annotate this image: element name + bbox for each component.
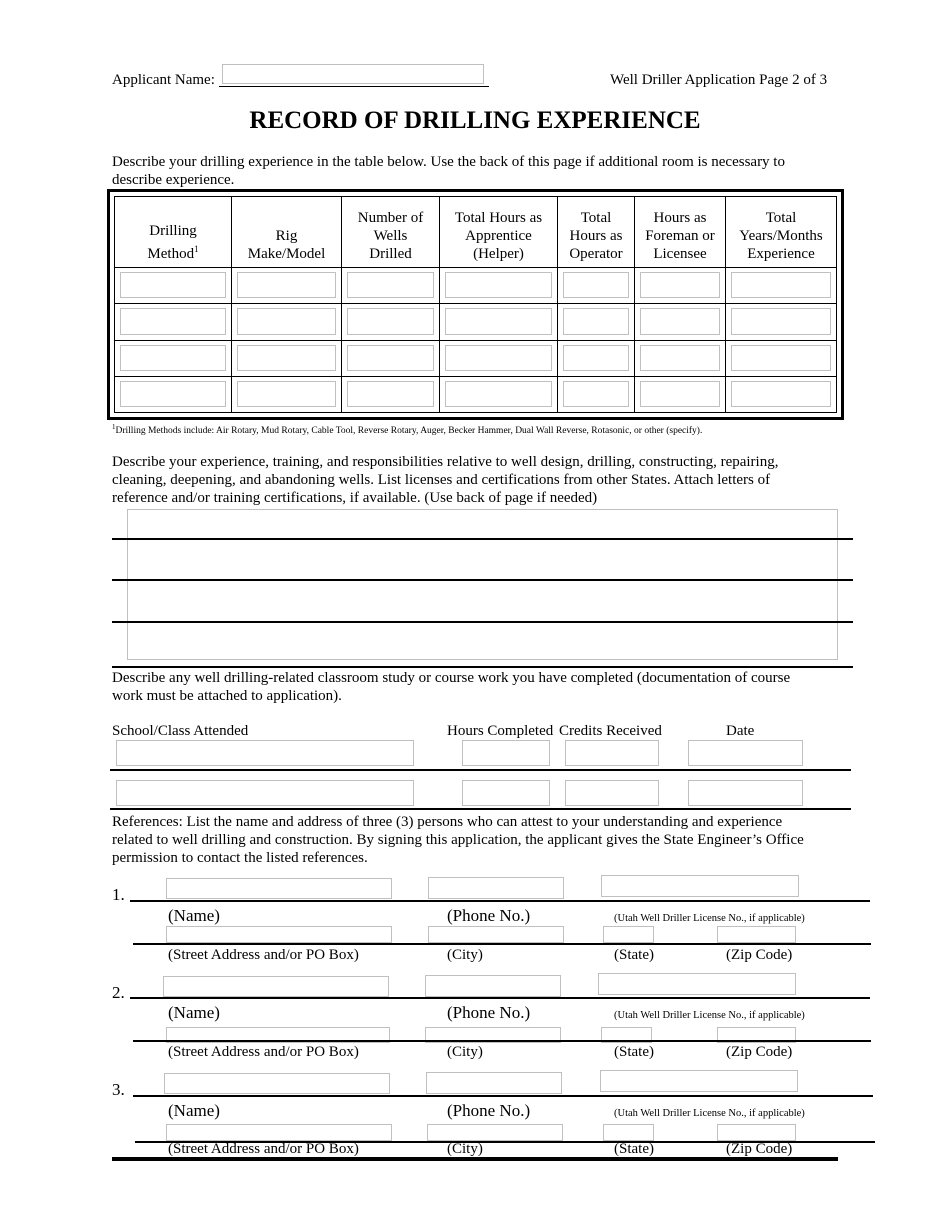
drilling-method-input[interactable] <box>120 272 226 298</box>
reference-line <box>130 900 870 902</box>
foreman-hours-input[interactable] <box>640 345 720 371</box>
foreman-hours-input[interactable] <box>640 308 720 334</box>
license-label: (Utah Well Driller License No., if applicable) <box>614 913 805 924</box>
total-experience-input[interactable] <box>731 272 831 298</box>
experience-table <box>107 189 844 420</box>
experience-cell <box>558 340 635 376</box>
apprentice-hours-input[interactable] <box>445 345 552 371</box>
reference-address-input[interactable] <box>166 926 392 943</box>
state-label: (State) <box>614 947 654 963</box>
date-input[interactable] <box>688 740 803 766</box>
experience-row <box>115 376 837 412</box>
hours-column-label: Hours Completed <box>447 723 554 739</box>
coursework-description-text: Describe any well drilling-related classroom study or course work you have completed (documentation of course work must be attached to application). <box>112 670 791 704</box>
page-title: RECORD OF DRILLING EXPERIENCE <box>249 107 701 134</box>
reference-license-input[interactable] <box>601 875 799 897</box>
reference-city-input[interactable] <box>428 926 564 943</box>
drilling-method-input[interactable] <box>120 381 226 407</box>
wells-drilled-input[interactable] <box>347 272 434 298</box>
credits-input[interactable] <box>565 780 659 806</box>
address-label: (Street Address and/or PO Box) <box>168 1141 359 1157</box>
intro-text: Describe your drilling experience in the table below. Use the back of this page if additional room is necessary to describe experience. <box>112 154 785 188</box>
experience-cell <box>115 376 232 412</box>
reference-zip-input[interactable] <box>717 1124 796 1141</box>
experience-cell <box>635 376 726 412</box>
rig-model-input[interactable] <box>237 272 336 298</box>
date-column-label: Date <box>726 723 755 739</box>
experience-description-textarea[interactable] <box>127 509 838 660</box>
city-label: (City) <box>447 1044 483 1060</box>
foreman-hours-input[interactable] <box>640 381 720 407</box>
experience-cell <box>558 376 635 412</box>
phone-label: (Phone No.) <box>447 906 531 925</box>
wells-drilled-header: Number of Wells Drilled <box>342 197 440 268</box>
experience-row <box>115 340 837 376</box>
training-description-text: Describe your experience, training, and responsibilities relative to well design, drilling, constructing, repairing, cleaning, deepening, and abandoning wells. List licenses and certifications from other States. Attach letters of reference and/or training certifications, if available. (Use back of page if needed) <box>112 454 779 506</box>
experience-cell <box>726 376 837 412</box>
state-label: (State) <box>614 1044 654 1060</box>
reference-number: 3. <box>112 1080 125 1099</box>
reference-license-input[interactable] <box>600 1070 798 1092</box>
experience-cell <box>635 304 726 340</box>
total-experience-input[interactable] <box>731 308 831 334</box>
credits-input[interactable] <box>565 740 659 766</box>
experience-cell <box>342 376 440 412</box>
operator-hours-input[interactable] <box>563 272 629 298</box>
hours-input[interactable] <box>462 740 550 766</box>
writing-line <box>112 579 853 581</box>
address-label: (Street Address and/or PO Box) <box>168 1044 359 1060</box>
total-experience-input[interactable] <box>731 381 831 407</box>
zip-label: (Zip Code) <box>726 1141 793 1157</box>
date-input[interactable] <box>688 780 803 806</box>
experience-cell <box>342 268 440 304</box>
operator-hours-input[interactable] <box>563 308 629 334</box>
hours-input[interactable] <box>462 780 550 806</box>
experience-cell <box>232 304 342 340</box>
school-input[interactable] <box>116 780 414 806</box>
license-label: (Utah Well Driller License No., if applicable) <box>614 1108 805 1119</box>
experience-cell <box>232 340 342 376</box>
reference-name-input[interactable] <box>166 878 392 899</box>
apprentice-hours-input[interactable] <box>445 308 552 334</box>
drilling-method-input[interactable] <box>120 308 226 334</box>
rig-model-input[interactable] <box>237 381 336 407</box>
experience-cell <box>440 268 558 304</box>
city-label: (City) <box>447 947 483 963</box>
zip-label: (Zip Code) <box>726 947 793 963</box>
reference-name-input[interactable] <box>163 976 389 997</box>
applicant-name-input[interactable] <box>222 64 484 84</box>
foreman-hours-header: Hours as Foreman or Licensee <box>635 197 726 268</box>
rig-make-model-header: Rig Make/Model <box>232 197 342 268</box>
reference-state-input[interactable] <box>603 926 654 943</box>
reference-number: 1. <box>112 885 125 904</box>
writing-line <box>112 621 853 623</box>
credits-column-label: Credits Received <box>559 723 662 739</box>
experience-cell <box>635 268 726 304</box>
rig-model-input[interactable] <box>237 345 336 371</box>
experience-header-row <box>115 197 837 268</box>
experience-cell <box>342 340 440 376</box>
wells-drilled-input[interactable] <box>347 381 434 407</box>
phone-label: (Phone No.) <box>447 1003 531 1022</box>
school-column-label: School/Class Attended <box>112 723 249 739</box>
apprentice-hours-header: Total Hours as Apprentice (Helper) <box>440 197 558 268</box>
experience-cell <box>115 304 232 340</box>
experience-cell <box>440 376 558 412</box>
zip-label: (Zip Code) <box>726 1044 793 1060</box>
apprentice-hours-input[interactable] <box>445 272 552 298</box>
apprentice-hours-input[interactable] <box>445 381 552 407</box>
page-info: Well Driller Application Page 2 of 3 <box>610 72 828 88</box>
course-row-line <box>110 808 851 810</box>
name-label: (Name) <box>168 1003 220 1022</box>
reference-line <box>133 1095 873 1097</box>
experience-cell <box>726 268 837 304</box>
applicant-name-label: Applicant Name: <box>112 72 215 88</box>
wells-drilled-input[interactable] <box>347 345 434 371</box>
experience-cell <box>232 376 342 412</box>
name-label: (Name) <box>168 906 220 925</box>
reference-phone-input[interactable] <box>428 877 564 899</box>
drilling-methods-footnote: $^1$Drilling Methods include: Air Rotary, Mud Rotary, Cable Tool, Reverse Rotary, Auger, Becker Hammer, Dual Wall Reverse, Rotasonic, or other (specify). <box>112 423 703 437</box>
reference-phone-input[interactable] <box>425 975 561 997</box>
reference-city-input[interactable] <box>427 1124 563 1141</box>
reference-address-input[interactable] <box>166 1124 392 1141</box>
writing-line <box>112 666 853 668</box>
reference-phone-input[interactable] <box>426 1072 562 1094</box>
reference-license-input[interactable] <box>598 973 796 995</box>
experience-cell <box>115 340 232 376</box>
experience-cell <box>726 304 837 340</box>
experience-cell <box>440 340 558 376</box>
reference-state-input[interactable] <box>603 1124 654 1141</box>
experience-cell <box>635 340 726 376</box>
total-experience-input[interactable] <box>731 345 831 371</box>
address-label: (Street Address and/or PO Box) <box>168 947 359 963</box>
references-description-text: References: List the name and address of three (3) persons who can attest to your understanding and experience related to well drilling and construction. By signing this application, the applicant gives the State Engineer’s Office permission to contact the listed references. <box>112 814 804 866</box>
name-label: (Name) <box>168 1101 220 1120</box>
experience-cell <box>232 268 342 304</box>
wells-drilled-input[interactable] <box>347 308 434 334</box>
reference-line <box>133 1040 871 1042</box>
reference-name-input[interactable] <box>164 1073 390 1094</box>
phone-label: (Phone No.) <box>447 1101 531 1120</box>
experience-row <box>115 304 837 340</box>
city-label: (City) <box>447 1141 483 1157</box>
experience-cell <box>726 340 837 376</box>
state-label: (State) <box>614 1141 654 1157</box>
experience-cell <box>440 304 558 340</box>
experience-cell <box>115 268 232 304</box>
experience-cell <box>558 268 635 304</box>
rig-model-input[interactable] <box>237 308 336 334</box>
page-bottom-rule <box>112 1157 838 1161</box>
course-row-line <box>110 769 851 771</box>
school-input[interactable] <box>116 740 414 766</box>
reference-number: 2. <box>112 983 125 1002</box>
writing-line <box>112 538 853 540</box>
drilling-method-header: Drilling Method$^1$ <box>115 197 232 268</box>
experience-cell <box>342 304 440 340</box>
reference-line <box>133 943 871 945</box>
reference-line <box>130 997 870 999</box>
drilling-method-input[interactable] <box>120 345 226 371</box>
reference-zip-input[interactable] <box>717 926 796 943</box>
applicant-name-underline <box>219 86 489 87</box>
foreman-hours-input[interactable] <box>640 272 720 298</box>
total-experience-header: Total Years/Months Experience <box>726 197 837 268</box>
experience-row <box>115 268 837 304</box>
operator-hours-input[interactable] <box>563 381 629 407</box>
operator-hours-input[interactable] <box>563 345 629 371</box>
license-label: (Utah Well Driller License No., if applicable) <box>614 1010 805 1021</box>
operator-hours-header: Total Hours as Operator <box>558 197 635 268</box>
experience-cell <box>558 304 635 340</box>
